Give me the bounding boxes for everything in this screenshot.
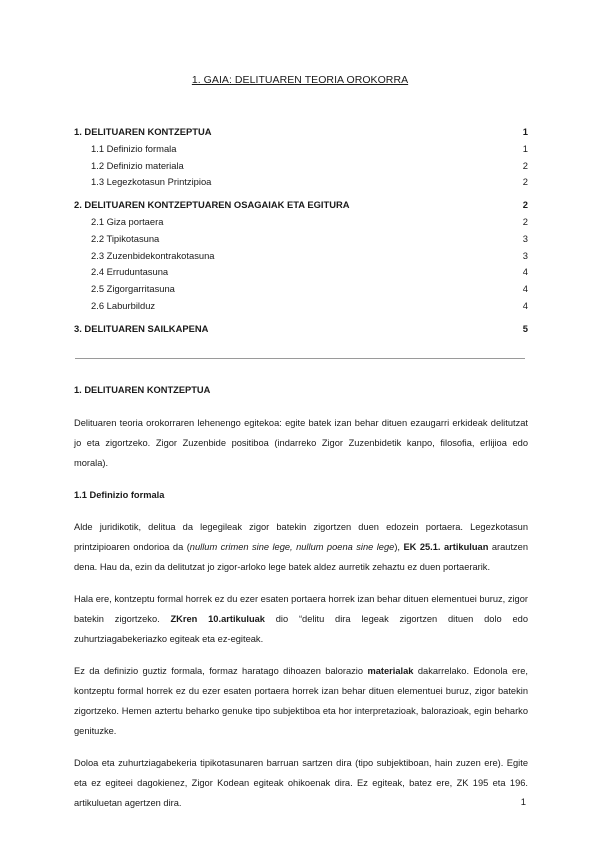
toc-entry-label: 2.6 Laburbilduz — [91, 299, 156, 311]
toc-entry[interactable] — [74, 214, 528, 231]
toc-entry-label: 1.2 Definizio materiala — [91, 159, 184, 171]
toc-entry-label: 1. DELITUAREN KONTZEPTUA — [74, 126, 212, 137]
toc-entry-page: 4 — [522, 266, 528, 278]
document-body — [74, 380, 528, 813]
toc-entry-page: 5 — [522, 322, 528, 334]
toc-entry-label: 1.1 Definizio formala — [91, 142, 177, 154]
toc-entry-page: 3 — [522, 249, 528, 261]
section-heading: 1. DELITUAREN KONTZEPTUA — [74, 385, 211, 395]
text-run: ), — [394, 542, 404, 552]
toc-entry[interactable] — [74, 174, 528, 191]
toc-entry-label: 2. DELITUAREN KONTZEPTUAREN OSAGAIAK ETA EGITURA — [74, 199, 350, 211]
paragraph — [74, 661, 528, 741]
toc-entry-label: 2.4 Erruduntasuna — [91, 266, 169, 278]
toc-entry[interactable] — [74, 281, 528, 298]
toc-entry-label: 2.2 Tipikotasuna — [91, 232, 160, 244]
horizontal-divider — [75, 358, 525, 359]
paragraph — [74, 589, 528, 649]
toc-entry[interactable] — [74, 124, 528, 141]
toc-entry[interactable] — [74, 231, 528, 248]
table-of-contents — [74, 124, 528, 338]
toc-entry-page: 1 — [522, 126, 528, 137]
toc-entry-page: 3 — [522, 232, 528, 244]
toc-entry-page: 2 — [522, 215, 528, 227]
toc-entry-page: 2 — [522, 199, 528, 211]
toc-entry-label: 2.3 Zuzenbidekontrakotasuna — [91, 249, 215, 261]
toc-entry-label: 2.1 Giza portaera — [91, 215, 164, 227]
text-run: Alde juridikotik, delitua da legegileak zigor batekin zigortzen duen edozein portaera. Legezkotasun printzipioaren ondorioa da ( — [74, 522, 528, 552]
toc-entry[interactable] — [74, 248, 528, 265]
toc-entry[interactable] — [74, 264, 528, 281]
toc-entry-page: 4 — [522, 299, 528, 311]
text-run: Hala ere, kontzeptu formal horrek ez du ezer esaten portaera horrek izan behar dituen elementuei buruz, zigor batekin zigortzeko. — [74, 594, 528, 624]
toc-entry[interactable] — [74, 321, 528, 338]
toc-entry[interactable] — [74, 158, 528, 175]
latin-phrase: nullum crimen sine lege, nullum poena sine lege — [189, 542, 395, 552]
paragraph: Delituaren teoria orokorraren lehenengo egitekoa: egite batek izan behar dituen ezaugarri erkideak delitutzat jo eta zigortzeko. Zigor Zuzenbide positiboa (indarreko Zigor Zuzenbidetik kanpo, filosofia, erlijioa edo morala). — [74, 418, 528, 468]
toc-entry-page: 1 — [522, 142, 528, 154]
emphasis: materialak — [367, 666, 414, 676]
toc-entry-label: 2.5 Zigorgarritasuna — [91, 283, 175, 295]
toc-entry[interactable] — [74, 141, 528, 158]
toc-entry-page: 2 — [522, 159, 528, 171]
document-title: 1. GAIA: DELITUAREN TEORIA OROKORRA — [191, 74, 409, 86]
article-reference: EK 25.1. artikuluan — [403, 542, 489, 552]
text-run: dakarrelako. Edonola ere, kontzeptu formal horrek ez du ezer esaten portaera horrek izan behar dituen elementuei buruz, zigor batekin zigortzeko. Hemen aztertu beharko genuke tipo subjektiboa eta hor interpretazioak, balorazioak, egin beharko genituzke. — [74, 666, 528, 736]
toc-entry-label: 3. DELITUAREN SAILKAPENA — [74, 322, 209, 334]
toc-entry-page: 2 — [522, 176, 528, 188]
toc-entry[interactable] — [74, 298, 528, 315]
paragraph: Doloa eta zuhurtziagabekeria tipikotasunaren barruan sartzen dira (tipo subjektiboan, hain zuzen ere). Egite eta ez egiteei dagokienez, Zigor Kodean egiteak ohikoenak dira. Ez egiteak, batez ere, ZK 195 eta 196. artikuluetan agertzen dira. — [74, 758, 528, 808]
text-run: arautzen dena. Hau da, ezin da delitutzat jo zigor-arloko lege batek aldez aurretik zehaztu ez duen portaerarik. — [74, 542, 529, 572]
page-number: 1 — [520, 797, 526, 808]
text-run: Ez da definizio guztiz formala, formaz haratago dihoazen balorazio — [74, 666, 368, 676]
text-run: dio “delitu dira legeak zigortzen dituen dolo edo zuhurtziagabekeriazko egiteak eta ez-egiteak. — [74, 614, 528, 644]
article-reference: ZKren 10.artikuluak — [170, 614, 265, 624]
paragraph — [74, 517, 528, 577]
subsection-heading: 1.1 Definizio formala — [74, 490, 165, 500]
toc-entry-page: 4 — [522, 283, 528, 295]
toc-entry[interactable] — [74, 197, 528, 214]
toc-entry-label: 1.3 Legezkotasun Printzipioa — [91, 176, 212, 188]
